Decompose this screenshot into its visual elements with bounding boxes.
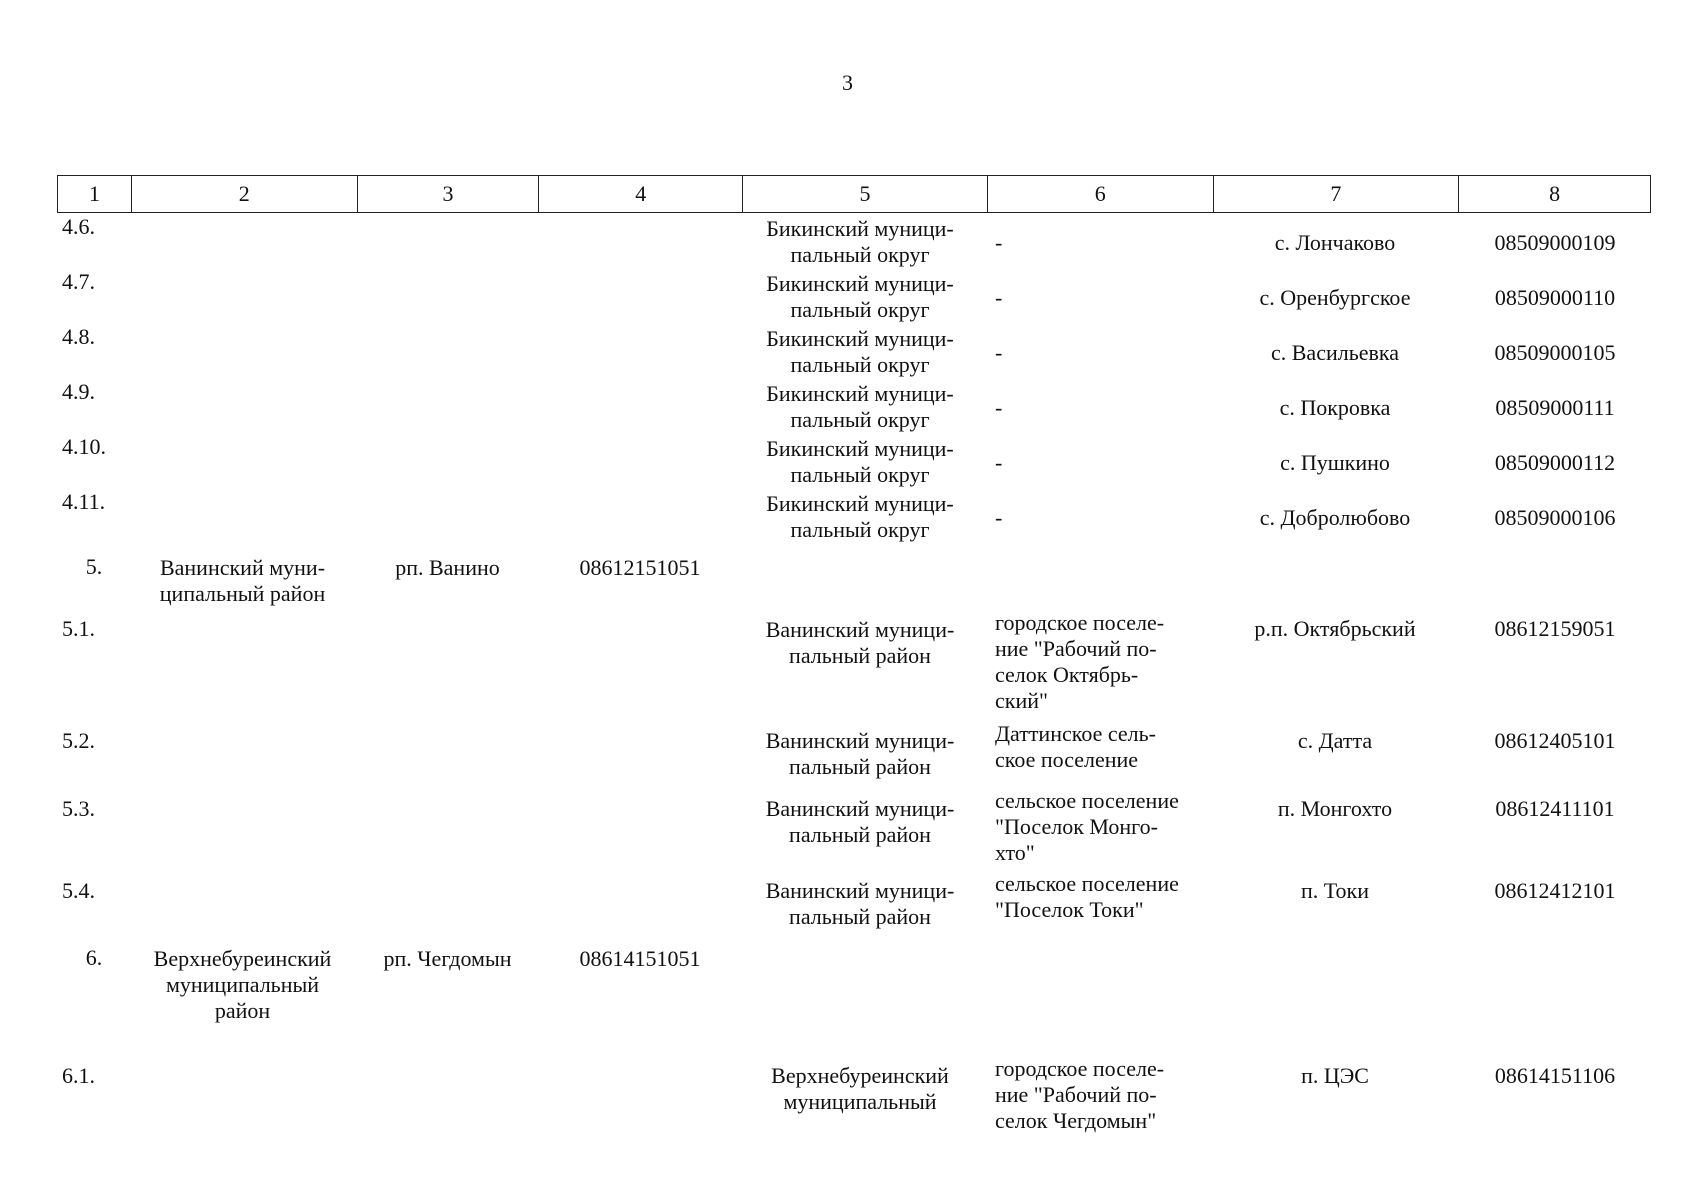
cell-settlement: с. Васильевка [1270, 340, 1400, 365]
cell-settlement: п. Токи [1300, 878, 1370, 903]
cell-code: 08509000105 [1494, 340, 1616, 365]
cell-number: 5.2. [62, 728, 95, 753]
cell-settlement-type: - [995, 450, 1003, 475]
cell-settlement-type: Даттинское сель- ское поселение [995, 721, 1156, 772]
cell-municipality: Ванинский муници- пальный район [765, 728, 955, 779]
cell-municipality: Бикинский муници- пальный округ [766, 381, 954, 432]
cell-municipality: Бикинский муници- пальный округ [766, 271, 954, 322]
table-header [57, 175, 1651, 213]
cell-code: 08509000110 [1494, 285, 1616, 310]
cell-settlement-type: сельское поселение "Поселок Монго- хто" [995, 788, 1179, 865]
cell-oktmo: 08614151051 [579, 946, 701, 971]
header-col-6: 6 [988, 176, 1214, 212]
cell-region: Верхнебуреинский муниципальный район [153, 946, 332, 1023]
cell-settlement: с. Лончаково [1274, 230, 1396, 255]
cell-settlement-type: сельское поселение "Поселок Токи" [995, 871, 1179, 922]
cell-settlement: с. Пушкино [1280, 450, 1390, 475]
cell-settlement: п. Монгохто [1277, 796, 1393, 821]
cell-settlement: с. Датта [1297, 728, 1373, 753]
cell-oktmo: 08612151051 [579, 555, 701, 580]
cell-code: 08509000111 [1495, 395, 1615, 420]
cell-number: 5. [85, 554, 103, 579]
header-col-8: 8 [1549, 181, 1561, 206]
cell-number: 4.6. [62, 214, 95, 239]
cell-municipality: Бикинский муници- пальный округ [766, 326, 954, 377]
cell-code: 08509000106 [1494, 505, 1616, 530]
cell-municipality: Бикинский муници- пальный округ [766, 491, 954, 542]
cell-settlement: с. Добролюбово [1259, 505, 1411, 530]
cell-settlement-type: городское поселе- ние "Рабочий по- селок Чегдомын" [995, 1056, 1165, 1133]
cell-settlement-type: - [995, 230, 1003, 255]
cell-settlement: с. Покровка [1279, 395, 1391, 420]
cell-municipality: Бикинский муници- пальный округ [766, 216, 954, 267]
cell-settlement-type: - [995, 340, 1003, 365]
cell-settlement: с. Оренбургское [1259, 285, 1411, 310]
header-col-7: 7 [1214, 176, 1460, 212]
cell-settlement-type: - [995, 285, 1003, 310]
cell-code: 08612159051 [1494, 616, 1616, 641]
cell-municipality: Ванинский муници- пальный район [765, 617, 955, 668]
cell-number: 4.8. [62, 324, 95, 349]
cell-code: 08509000112 [1494, 450, 1616, 475]
cell-settlement: р.п. Октябрьский [1254, 616, 1416, 641]
cell-number: 6.1. [62, 1063, 95, 1088]
cell-number: 4.7. [62, 269, 95, 294]
cell-number: 6. [85, 945, 103, 970]
cell-number: 5.4. [62, 878, 95, 903]
cell-settlement-type: - [995, 505, 1003, 530]
cell-municipality: Бикинский муници- пальный округ [766, 436, 954, 487]
cell-municipality: Ванинский муници- пальный район [765, 796, 955, 847]
cell-number: 4.10. [62, 434, 106, 459]
cell-code: 08614151106 [1494, 1063, 1616, 1088]
cell-code: 08612412101 [1494, 878, 1616, 903]
cell-municipality: Ванинский муници- пальный район [765, 878, 955, 929]
header-col-1: 1 [58, 176, 132, 212]
cell-settlement-type: - [995, 395, 1003, 420]
page-number: 3 [842, 70, 853, 95]
cell-number: 4.9. [62, 379, 95, 404]
cell-region: Ванинский муни- ципальный район [159, 555, 326, 606]
header-col-4: 4 [539, 176, 743, 212]
cell-number: 5.3. [62, 796, 95, 821]
header-col-2: 2 [132, 176, 358, 212]
cell-code: 08612411101 [1495, 796, 1615, 821]
header-col-5: 5 [743, 176, 988, 212]
cell-code: 08612405101 [1494, 728, 1616, 753]
cell-code: 08509000109 [1494, 230, 1616, 255]
cell-number: 4.11. [62, 489, 106, 514]
cell-municipality: Верхнебуреинский муниципальный [771, 1063, 949, 1114]
header-col-3: 3 [358, 176, 540, 212]
cell-settlement-type: городское поселе- ние "Рабочий по- селок Октябрь- ский" [995, 610, 1165, 713]
cell-settlement: п. ЦЭС [1301, 1063, 1369, 1088]
cell-admin-center: рп. Ванино [395, 555, 500, 580]
cell-admin-center: рп. Чегдомын [383, 946, 512, 971]
cell-number: 5.1. [62, 616, 95, 641]
